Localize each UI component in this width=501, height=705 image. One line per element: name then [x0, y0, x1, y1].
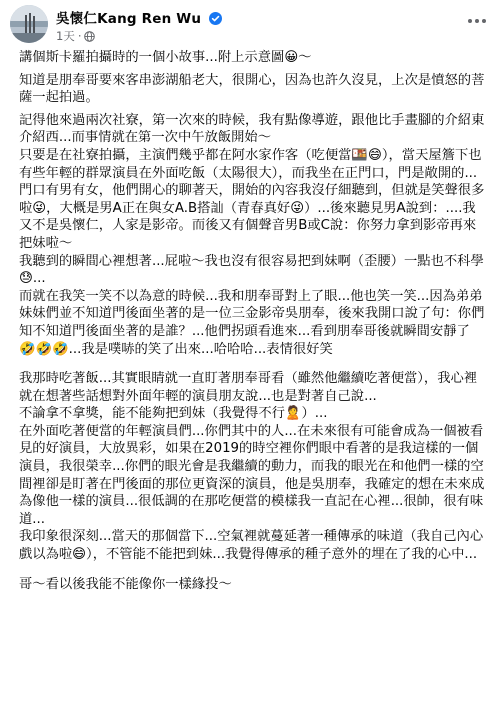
post-paragraph: 我那時吃著飯...其實眼睛就一直盯著朋奉哥看（雖然他繼續吃著便當），我心裡就在想著些話想對外面年輕的演員朋友說...也是對著自己說... 不論拿不拿獎，能不能夠把到妹（我覺得不行🙎）... 在外面吃著便當的年輕演員們...你們其中的人...在未來很有可能會成為一個被看見的好演員，大放異彩，如果在2019的時空裡你們眼中看著的是我這樣的一個演員，我很榮幸...你們的眼光會是我繼續的動力，而我的眼光在和他們一樣的空間裡卻是盯著在門後面的那位更資深的演員，他是吳朋奉，我確定的想在未來成為像他一樣的演員...很低調的在那吃便當的模樣我一直記在心裡...很帥，很有味道... 我印象很深刻...當天的那個當下...空氣裡就蔓延著一種傳承的味道（我自己內心戲以為啦😄），不管能不能把到妹...我覺得傳承的種子意外的埋在了我的心中... — [19, 371, 485, 563]
avatar-image — [10, 5, 48, 43]
globe-icon[interactable] — [84, 31, 95, 42]
post-paragraph: 記得他來過兩次社寮，第一次來的時候，我有點像導遊，跟他比手畫腳的介紹東介紹西...而事情就在第一次中午放飯開始～ 只要是在社寮拍攝，主演們幾乎都在阿水家作客（吃便當🍱😄），當天屋簷下也有些年輕的群眾演員在外面吃飯（太陽很大），而我坐在正門口，門是敞開的... 門口有男有女，他們開心的聊著天，開始的內容我沒仔細聽到，但就是笑聲很多啦😜，大概是男A正在與女A.B搭訕（青春真好😜）...後來聽見男A說到：....我又不是吳懷仁，人家是影帝。而後又有個聲音男B或C說：你努力拿到影帝再來把妹啦～ 我聽到的瞬間心裡想著...屁啦～我也沒有很容易把到妹啊（歪腰）一點也不科學😓... 而就在我笑一笑不以為意的時候...我和朋奉哥對上了眼...他也笑一笑...因為弟弟妹妹們並不知道門後面坐著的是一位三金影帝吳朋奉，後來我開口說了句：你們知不知道門後面坐著的是誰？...他們拐頭看進來...看到朋奉哥後就瞬間安靜了🤣🤣🤣...我是噗哧的笑了出來...哈哈哈...表情很好笑 — [19, 112, 485, 357]
post-header — [10, 5, 491, 41]
post-paragraph: 知道是朋奉哥要來客串澎湖船老大，很開心，因為也許久沒見，上次是憤怒的菩薩一起拍過。 — [19, 72, 485, 106]
post-body — [19, 49, 485, 605]
meta-separator: · — [77, 28, 82, 43]
verified-badge-icon — [209, 10, 222, 23]
more-options-icon — [468, 19, 472, 23]
more-options-icon — [475, 19, 479, 23]
avatar[interactable] — [10, 5, 48, 43]
more-options-button[interactable] — [465, 11, 489, 31]
post-timestamp[interactable]: 1天 — [56, 28, 75, 43]
more-options-icon — [482, 19, 486, 23]
post-meta — [56, 29, 222, 43]
post-paragraph: 講個斯卡羅拍攝時的一個小故事...附上示意圖😀～ — [19, 50, 312, 65]
author-name[interactable]: 吳懷仁Kang Ren Wu — [56, 10, 202, 27]
post-paragraph: 哥～看以後我能不能像你一樣緣投～ — [19, 576, 232, 592]
author-block — [56, 6, 222, 43]
